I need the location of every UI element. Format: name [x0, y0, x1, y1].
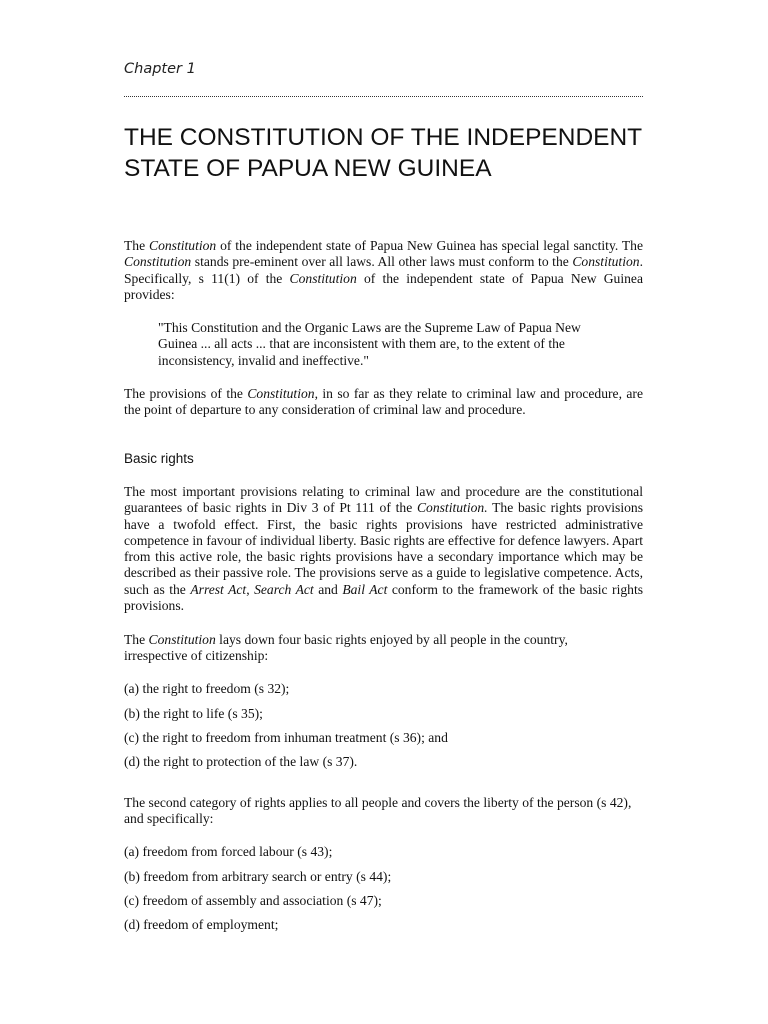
basic-rights-text-5: conform to the framework of the basic rights provisions. [124, 581, 644, 614]
basic-rights-text-1: The most important provisions relating to criminal law and procedure are the constitutional guarantees of basic rights in Div 3 of Pt 111 of the [124, 484, 643, 516]
chapter-label: Chapter 1 [124, 61, 196, 77]
list-item: (b) the right to life (s 35); [124, 706, 263, 721]
basic-rights-italic-2: Arrest Act [190, 581, 247, 597]
four-rights-text-1: The [124, 632, 149, 647]
basic-rights-text-3: , [246, 581, 255, 597]
chapter-title: THE CONSTITUTION OF THE INDEPENDENT STATE OF PAPUA NEW GUINEA [124, 124, 642, 182]
basic-rights-text-4: and [313, 581, 343, 597]
list-item: (a) the right to freedom (s 32); [124, 681, 290, 696]
list-item: (c) the right to freedom from inhuman treatment (s 36); and [124, 730, 448, 745]
intro-text-5: of the independent state of Papua New Guinea provides: [124, 270, 643, 302]
provisions-text-2: , in so far as they relate to criminal law and procedure, are the point of departure to any consideration of criminal law and procedure. [124, 386, 643, 418]
basic-rights-italic-1: Constitution. [416, 500, 488, 516]
list-item: (d) the right to protection of the law (s 37). [124, 754, 358, 769]
basic-rights-paragraph [124, 484, 643, 614]
four-rights-italic-1: Constitution [148, 632, 216, 647]
intro-italic-1: Constitution [149, 238, 217, 253]
four-rights-intro [124, 632, 594, 665]
intro-text-2: of the independent state of Papua New Guinea has special legal sanctity. The [216, 238, 643, 253]
intro-italic-2: Constitution [124, 254, 192, 270]
basic-rights-italic-3: Search Act [254, 581, 314, 597]
provisions-italic-1: Constitution [247, 386, 315, 401]
basic-rights-italic-4: Bail Act [342, 581, 388, 597]
dotted-rule-divider [124, 96, 643, 97]
intro-text-1: The [124, 238, 149, 253]
intro-italic-3: Constitution [572, 254, 640, 270]
intro-paragraph [124, 238, 643, 303]
basic-rights-text-2: The basic rights provisions have a twofold effect. First, the basic rights provisions have restricted administrative competence in favour of individual liberty. Basic rights are effective for defence lawyers. Apart from this active role, the basic rights provisions have a secondary importance which may be described as their passive role. The provisions serve as a guide to legislative competence. Acts, such as the [124, 500, 643, 597]
second-category-intro: The second category of rights applies to all people and covers the liberty of the person (s 42), and specifically: [124, 795, 632, 827]
four-rights-text-2: lays down four basic rights enjoyed by all people in the country, irrespective of citizenship: [124, 632, 568, 664]
provisions-paragraph [124, 386, 643, 419]
constitution-quote: "This Constitution and the Organic Laws are the Supreme Law of Papua New Guinea ... all acts ... that are inconsistent with them are, to the extent of the inconsistency, invalid and ineffective." [158, 320, 581, 368]
provisions-text-1: The provisions of the [124, 386, 248, 401]
section-heading-basic-rights: Basic rights [124, 451, 194, 466]
list-item: (a) freedom from forced labour (s 43); [124, 844, 333, 859]
intro-text-3: stands pre-eminent over all laws. All other laws must conform to the [191, 254, 573, 270]
intro-text-4: . Specifically, s 11(1) of the [124, 254, 643, 286]
list-item: (b) freedom from arbitrary search or entry (s 44); [124, 869, 392, 884]
list-item: (c) freedom of assembly and association (s 47); [124, 893, 382, 908]
list-item: (d) freedom of employment; [124, 917, 279, 932]
intro-italic-4: Constitution [289, 270, 357, 286]
